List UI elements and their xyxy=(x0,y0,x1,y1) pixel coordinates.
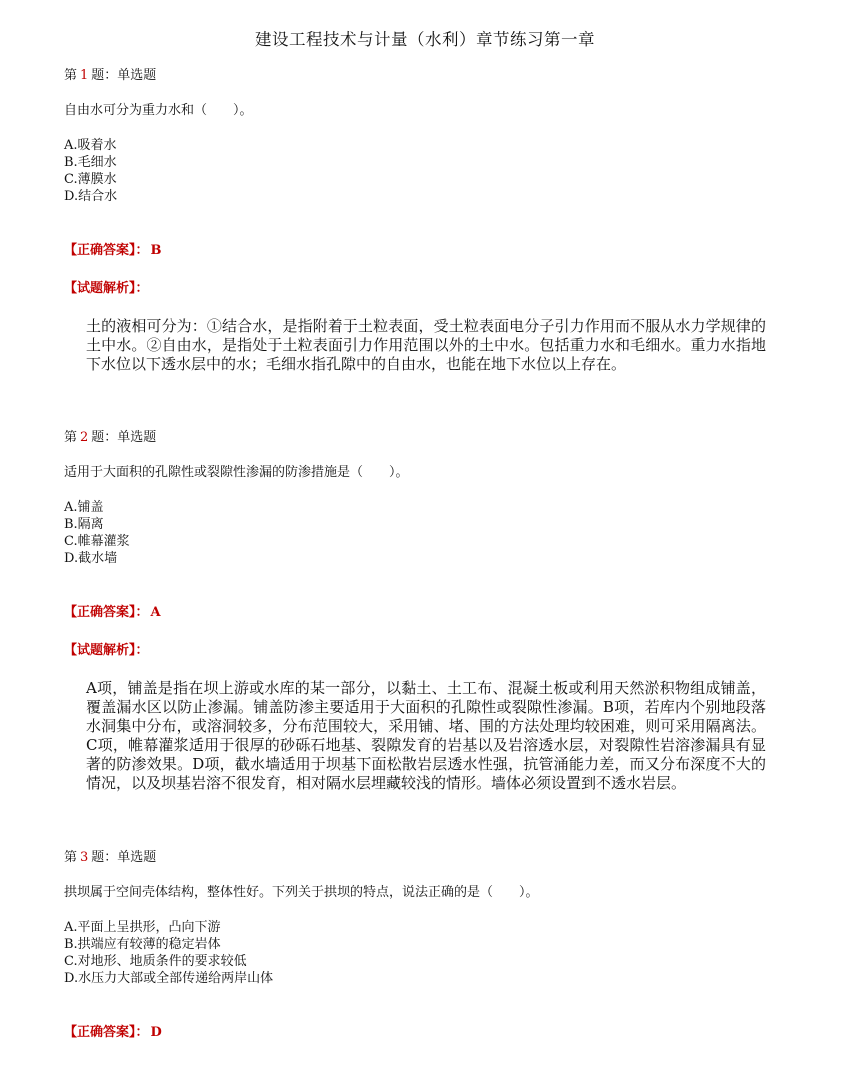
question-stem: 自由水可分为重力水和（ ）。 xyxy=(64,103,253,118)
analysis-text: A项，铺盖是指在坝上游或水库的某一部分，以黏土、土工布、混凝土板或利用天然淤积物组成铺盖，覆盖漏水区以防止渗漏。铺盖防渗主要适用于大面积的孔隙性或裂隙性渗漏。B项，若库内个别地段落水洞集中分布，或溶洞较多，分布范围较大，采用铺、堵、围的方法处理均较困难，则可采用隔离法。C项，帷幕灌浆适用于很厚的砂砾石地基、裂隙发育的岩基以及岩溶透水层，对裂隙性岩溶渗漏具有显著的防渗效果。D项，截水墙适用于坝基下面松散岩层透水性强，抗管涌能力差，而又分布深度不大的情况，以及坝基岩溶不很发育，相对隔水层埋藏较浅的情形。墙体必须设置到不透水岩层。 xyxy=(86,679,766,792)
question-number: 1 xyxy=(80,68,89,83)
question-prefix: 第 xyxy=(64,850,78,865)
question-1 xyxy=(64,67,784,374)
question-number: 2 xyxy=(80,430,89,445)
option-b: B.毛细水 xyxy=(64,155,117,170)
answer-value: B xyxy=(150,243,162,258)
analysis-label: 【试题解析】： xyxy=(64,643,149,658)
question-stem: 拱坝属于空间壳体结构，整体性好。下列关于拱坝的特点，说法正确的是（ ）。 xyxy=(64,885,539,900)
correct-answer xyxy=(64,1021,784,1040)
answer-label: 【正确答案】： xyxy=(64,243,149,258)
option-c: C.薄膜水 xyxy=(64,172,117,187)
analysis-label: 【试题解析】： xyxy=(64,281,149,296)
option-d: D.截水墙 xyxy=(64,551,118,566)
option-list xyxy=(64,919,784,987)
option-c: C.对地形、地质条件的要求较低 xyxy=(64,954,247,969)
option-a: A.吸着水 xyxy=(64,138,117,153)
option-d: D.水压力大部或全部传递给两岸山体 xyxy=(64,971,274,986)
question-type: 题：单选题 xyxy=(91,68,157,83)
question-prefix: 第 xyxy=(64,68,78,83)
answer-value: A xyxy=(150,605,161,620)
answer-label: 【正确答案】： xyxy=(64,1025,149,1040)
correct-answer xyxy=(64,601,784,620)
question-type: 题：单选题 xyxy=(91,430,157,445)
option-list xyxy=(64,137,784,205)
option-b: B.拱端应有较薄的稳定岩体 xyxy=(64,937,221,952)
option-b: B.隔离 xyxy=(64,517,104,532)
question-type: 题：单选题 xyxy=(91,850,157,865)
question-stem: 适用于大面积的孔隙性或裂隙性渗漏的防渗措施是（ ）。 xyxy=(64,465,409,480)
option-list xyxy=(64,499,784,567)
answer-value: D xyxy=(150,1025,162,1040)
option-a: A.平面上呈拱形，凸向下游 xyxy=(64,920,221,935)
answer-label: 【正确答案】： xyxy=(64,605,149,620)
question-header xyxy=(64,67,784,85)
question-header xyxy=(64,429,784,447)
option-a: A.铺盖 xyxy=(64,500,104,515)
page-title: 建设工程技术与计量（水利）章节练习第一章 xyxy=(255,30,595,49)
question-header xyxy=(64,849,784,867)
question-2 xyxy=(64,429,784,793)
analysis-text: 土的液相可分为：①结合水，是指附着于土粒表面，受土粒表面电分子引力作用而不服从水力学规律的土中水。②自由水，是指处于土粒表面引力作用范围以外的土中水。包括重力水和毛细水。重力水指地下水位以下透水层中的水；毛细水指孔隙中的自由水，也能在地下水位以上存在。 xyxy=(86,317,766,373)
question-prefix: 第 xyxy=(64,430,78,445)
question-3 xyxy=(64,849,784,1040)
correct-answer xyxy=(64,239,784,258)
question-number: 3 xyxy=(80,850,89,865)
option-d: D.结合水 xyxy=(64,189,118,204)
option-c: C.帷幕灌浆 xyxy=(64,534,130,549)
